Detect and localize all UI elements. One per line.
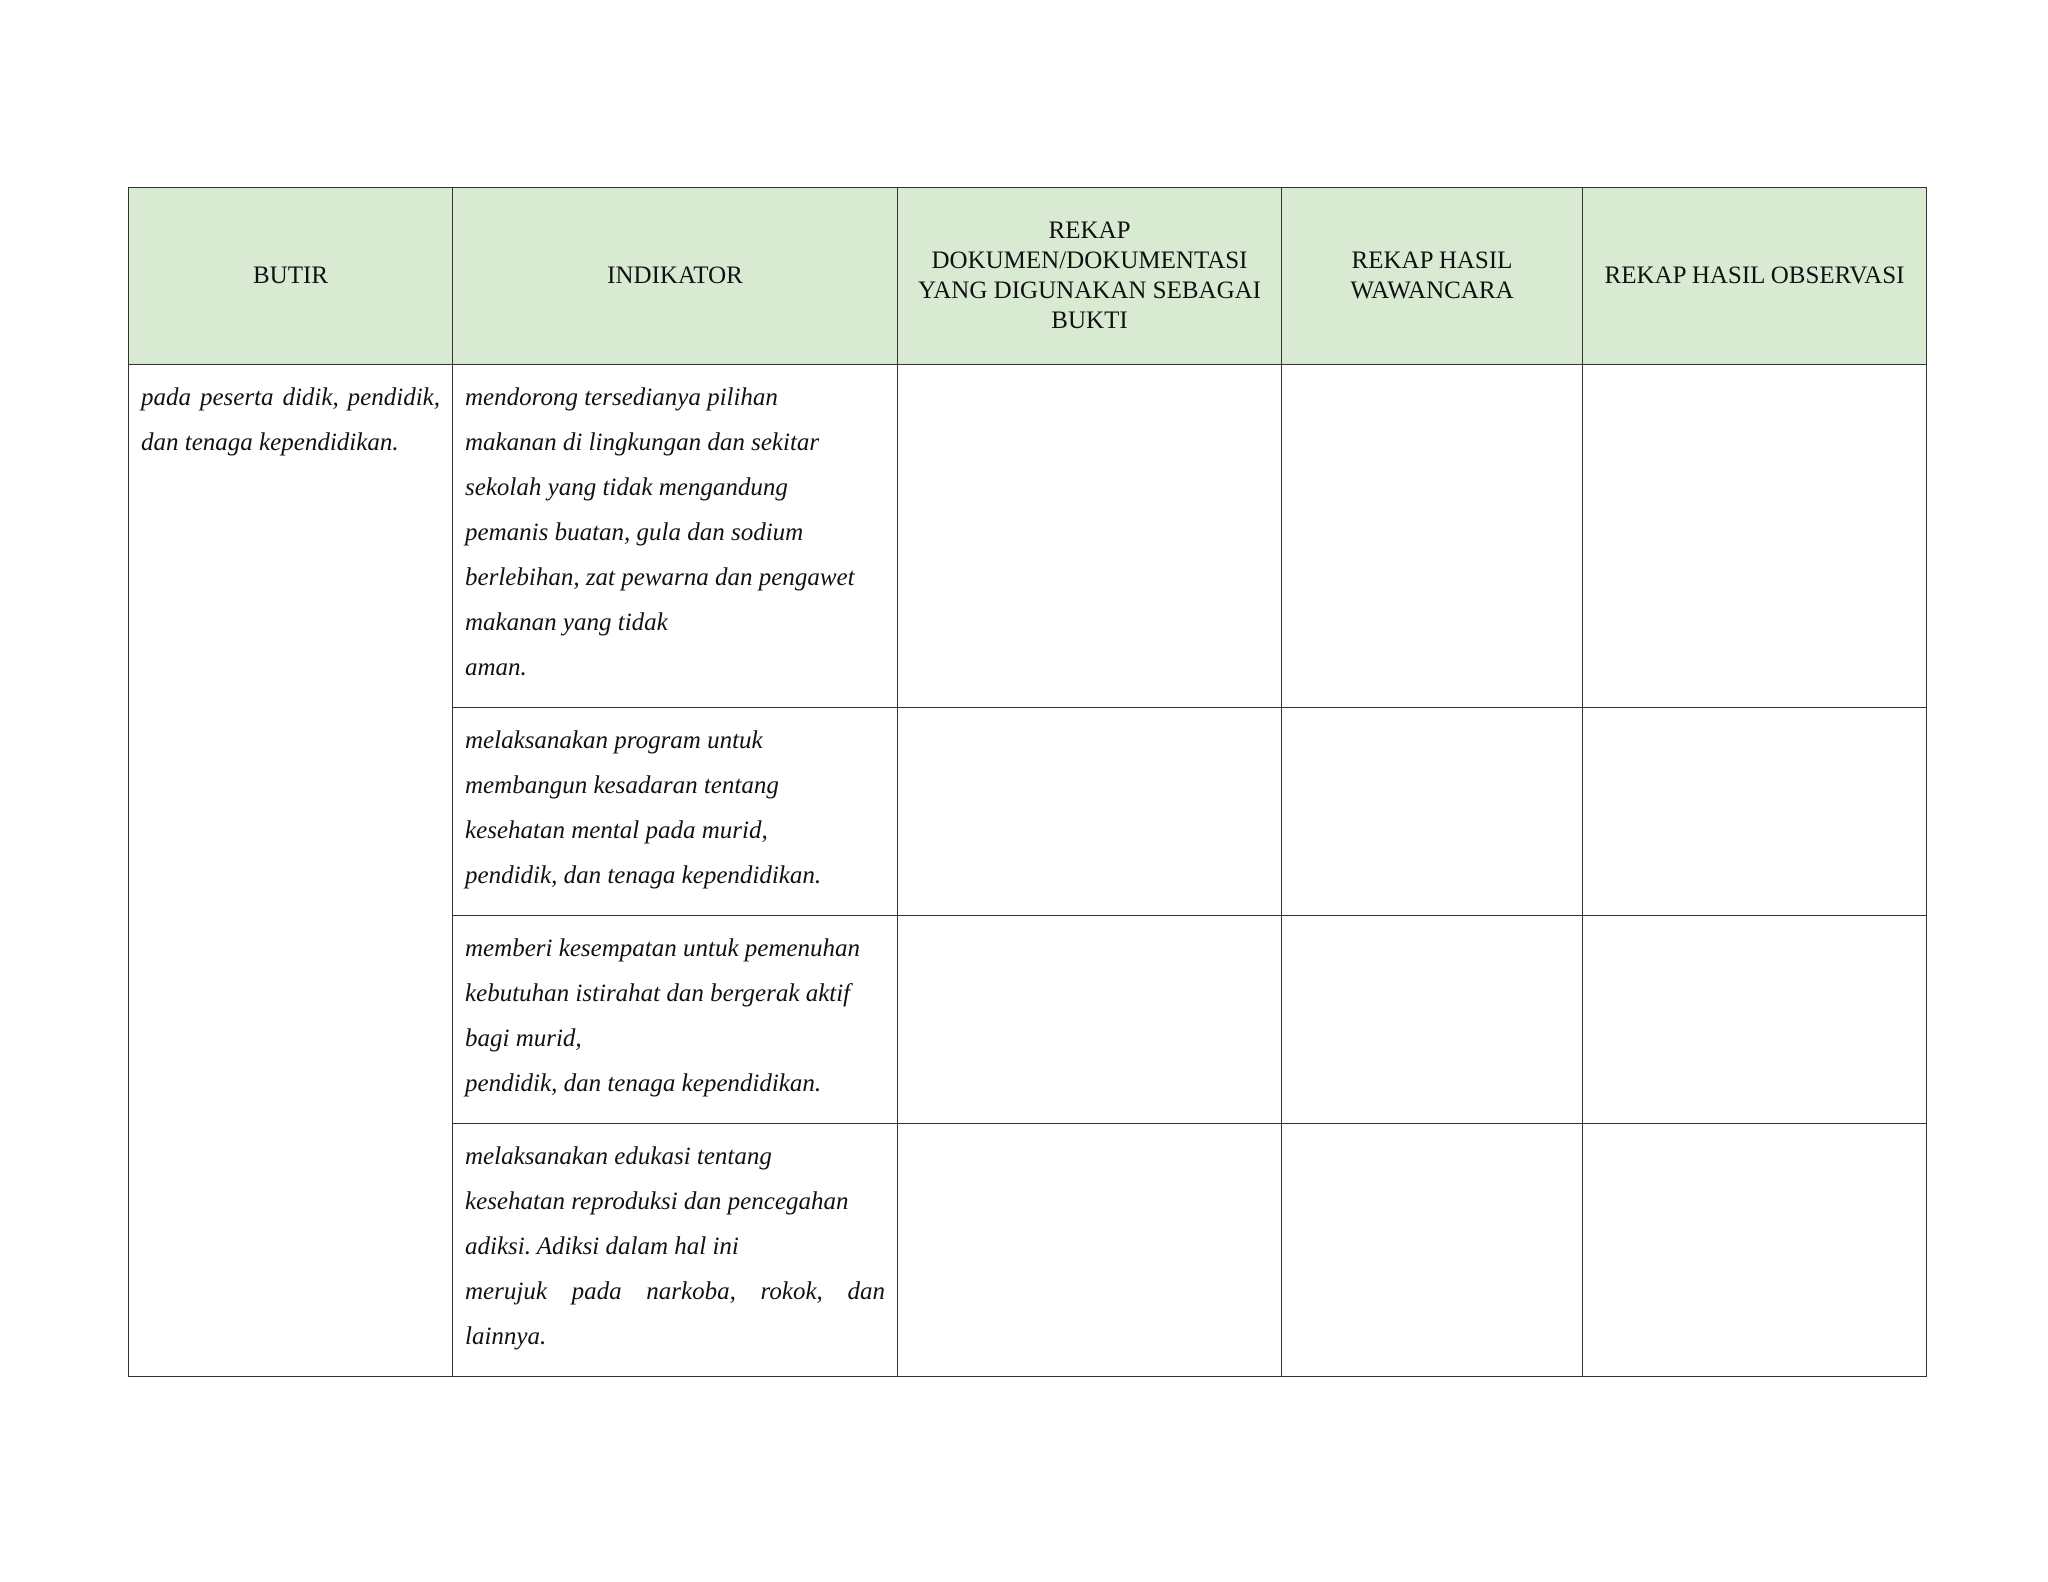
rekap-observasi-cell[interactable] [1583, 916, 1927, 1124]
rekap-wawancara-cell[interactable] [1282, 1124, 1583, 1377]
butir-text: pada peserta didik, pendidik, dan tenaga kependidikan. [141, 384, 440, 456]
indikator-line: makanan di lingkungan dan sekitar [465, 429, 820, 456]
rekap-wawancara-cell[interactable] [1282, 365, 1583, 708]
indikator-cell [453, 365, 898, 708]
header-rekap-wawancara: REKAP HASIL WAWANCARA [1282, 188, 1583, 365]
butir-cell [129, 365, 453, 1377]
rekap-observasi-cell[interactable] [1583, 1124, 1927, 1377]
table-header-row [129, 188, 1927, 365]
indikator-line: merujuk pada narkoba, rokok, dan [465, 1278, 885, 1305]
rekap-wawancara-cell[interactable] [1282, 916, 1583, 1124]
rekap-table [128, 187, 1927, 1377]
rekap-observasi-cell[interactable] [1583, 365, 1927, 708]
indikator-line: mendorong tersedianya pilihan [465, 384, 778, 411]
table-row [129, 365, 1927, 708]
indikator-cell [453, 708, 898, 916]
indikator-line: pemanis buatan, gula dan sodium [465, 519, 804, 546]
header-rekap-observasi: REKAP HASIL OBSERVASI [1583, 188, 1927, 365]
indikator-line: lainnya. [465, 1323, 547, 1350]
indikator-line: adiksi. Adiksi dalam hal ini [465, 1233, 739, 1260]
indikator-line: sekolah yang tidak mengandung [465, 474, 788, 501]
indikator-line: bagi murid, [465, 1025, 582, 1052]
indikator-line: melaksanakan edukasi tentang [465, 1143, 772, 1170]
header-butir: BUTIR [129, 188, 453, 365]
indikator-line: melaksanakan program untuk [465, 727, 763, 754]
indikator-line: kesehatan reproduksi dan pencegahan [465, 1188, 849, 1215]
indikator-line: memberi kesempatan untuk pemenuhan [465, 935, 861, 962]
indikator-cell [453, 916, 898, 1124]
rekap-dokumen-cell[interactable] [898, 1124, 1282, 1377]
indikator-line: membangun kesadaran tentang [465, 772, 779, 799]
rekap-dokumen-cell[interactable] [898, 365, 1282, 708]
indikator-line: kesehatan mental pada murid, [465, 817, 768, 844]
rekap-observasi-cell[interactable] [1583, 708, 1927, 916]
rekap-wawancara-cell[interactable] [1282, 708, 1583, 916]
header-indikator: INDIKATOR [453, 188, 898, 365]
indikator-line: berlebihan, zat pewarna dan pengawet [465, 564, 855, 591]
rekap-dokumen-cell[interactable] [898, 708, 1282, 916]
indikator-line: pendidik, dan tenaga kependidikan. [465, 862, 822, 889]
indikator-line: kebutuhan istirahat dan bergerak aktif [465, 980, 851, 1007]
indikator-line: aman. [465, 654, 527, 681]
indikator-cell [453, 1124, 898, 1377]
header-rekap-dokumen: REKAP DOKUMEN/DOKUMENTASI YANG DIGUNAKAN SEBAGAI BUKTI [898, 188, 1282, 365]
rekap-dokumen-cell[interactable] [898, 916, 1282, 1124]
indikator-line: makanan yang tidak [465, 609, 668, 636]
indikator-line: pendidik, dan tenaga kependidikan. [465, 1070, 822, 1097]
